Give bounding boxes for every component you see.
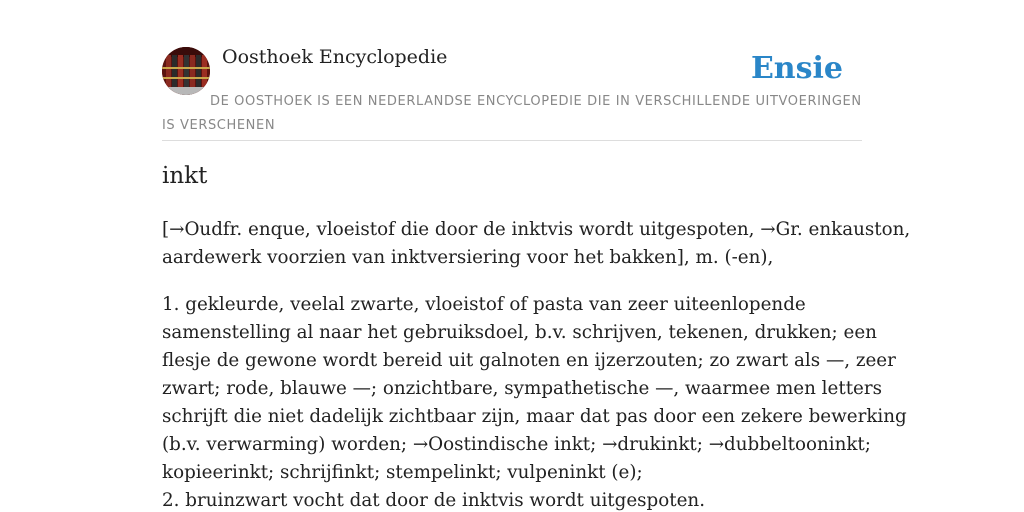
text-line: kopieerinkt; schrijfinkt; stempelinkt; vulpeninkt (e);	[162, 462, 643, 483]
site-name[interactable]: Oosthoek Encyclopedie	[222, 46, 448, 68]
text-line: [→Oudfr. enque, vloeistof die door de inktvis wordt uitgespoten, →Gr. enkauston,	[162, 219, 911, 240]
text-line: aardewerk voorzien van inktversiering voor het bakken], m. (-en),	[162, 247, 774, 268]
text-line: zwart; rode, blauwe —; onzichtbare, sympathetische —, waarmee men letters	[162, 378, 882, 399]
bookshelf-icon	[162, 47, 210, 95]
brand-logo-link[interactable]: Ensie	[750, 51, 843, 86]
text-line: samenstelling al naar het gebruiksdoel, b.v. schrijven, tekenen, drukken; een	[162, 322, 877, 343]
text-line: 1. gekleurde, veelal zwarte, vloeistof of pasta van zeer uiteenlopende	[162, 294, 806, 315]
site-tagline: DE OOSTHOEK IS EEN NEDERLANDSE ENCYCLOPEDIE DIE IN VERSCHILLENDE UITVOERINGEN IS VERSCHENEN	[162, 94, 862, 133]
definition-paragraph	[162, 291, 907, 512]
site-header	[162, 0, 862, 141]
page-title: inkt	[162, 163, 208, 189]
text-line: schrijft die niet dadelijk zichtbaar zijn, maar dat pas door een zekere bewerking	[162, 406, 907, 427]
text-line: 2. bruinzwart vocht dat door de inktvis wordt uitgespoten.	[162, 490, 706, 511]
page-container	[162, 0, 911, 511]
avatar[interactable]	[162, 47, 210, 95]
text-line: (b.v. verwarming) worden; →Oostindische inkt; →drukinkt; →dubbeltooninkt;	[162, 434, 871, 455]
text-line: flesje de gewone wordt bereid uit galnoten en ijzerzouten; zo zwart als —, zeer	[162, 350, 896, 371]
etymology-paragraph	[162, 216, 911, 272]
